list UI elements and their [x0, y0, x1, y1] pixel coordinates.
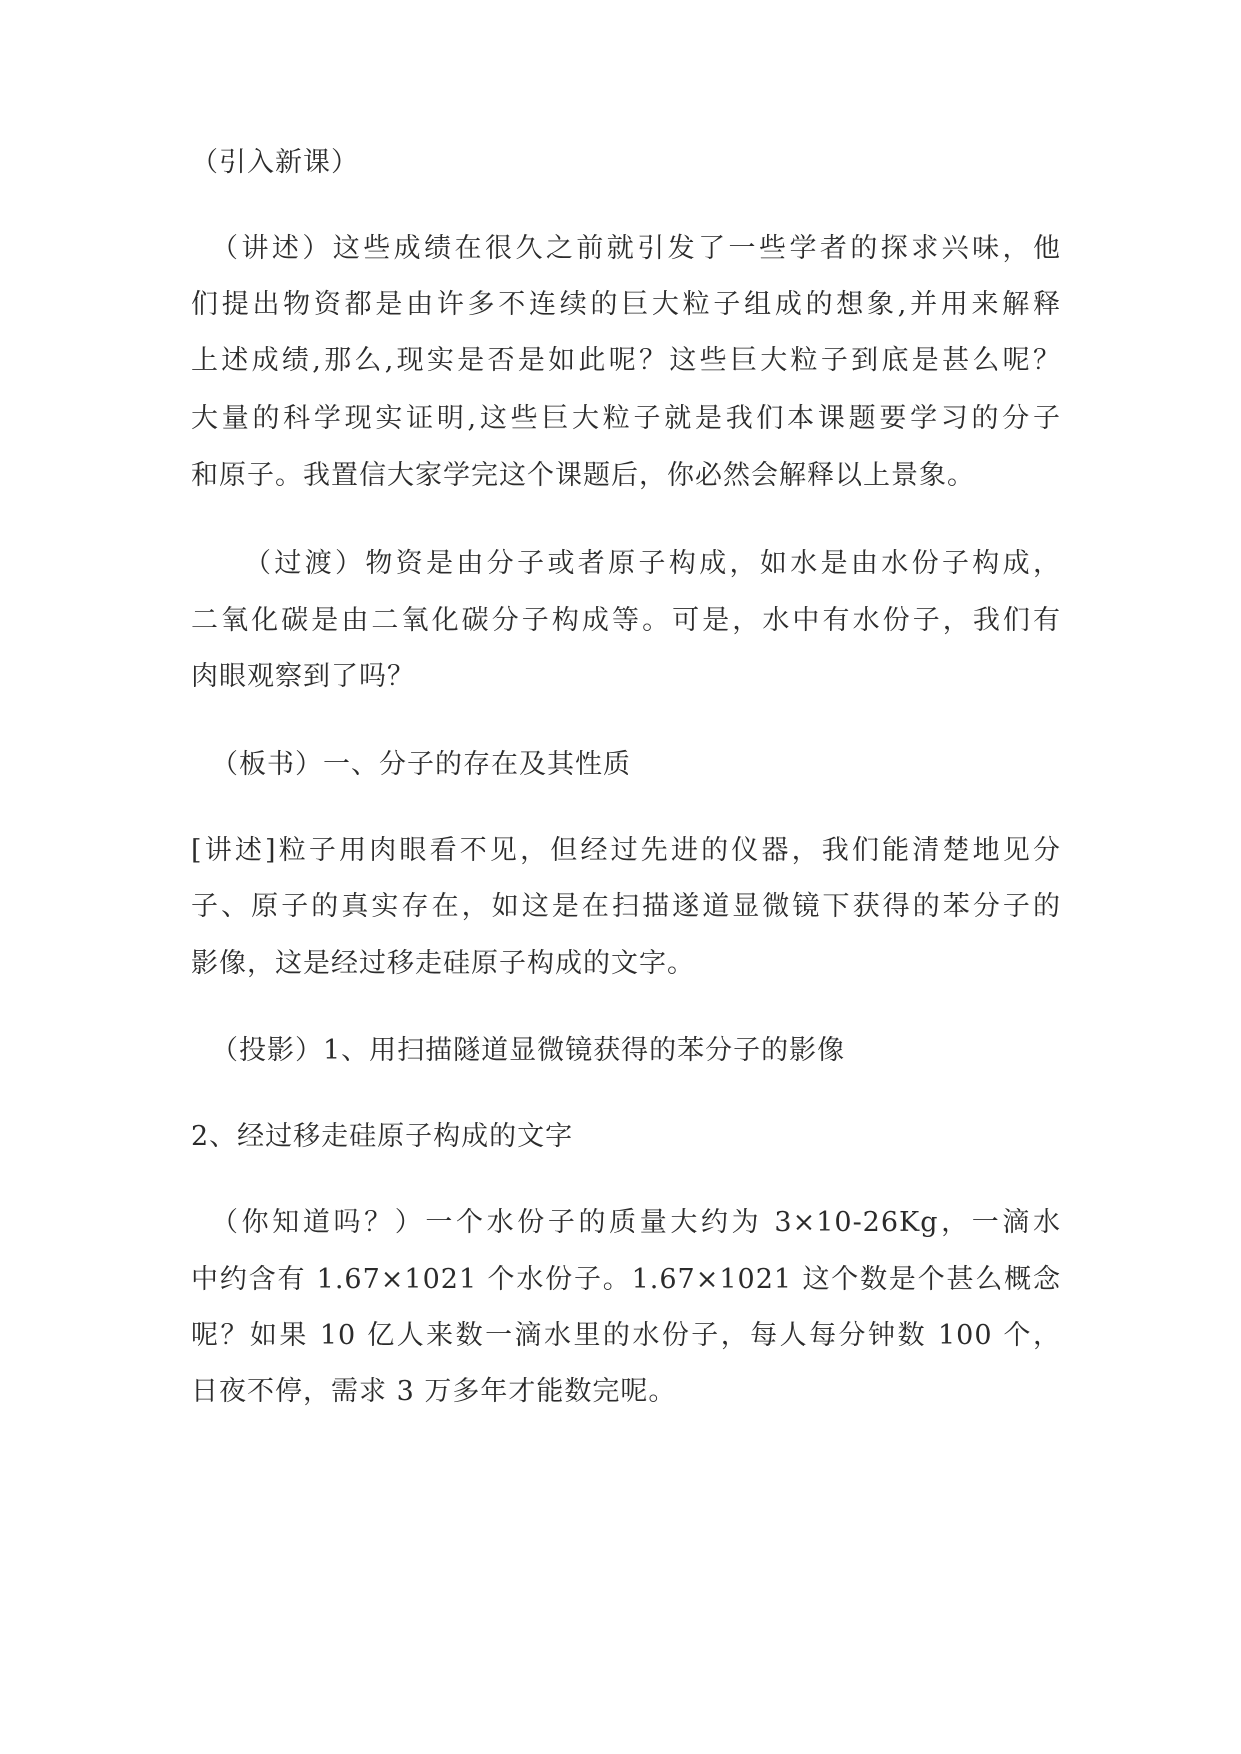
paragraph-line: 呢？如果 10 亿人来数一滴水里的水份子，每人每分钟数 100 个，	[191, 1320, 1061, 1351]
paragraph-line: 肉眼观察到了吗？	[191, 661, 415, 692]
paragraph-line: [讲述]粒子用肉眼看不见，但经过先进的仪器，我们能清楚地见分	[191, 835, 1061, 866]
paragraph-line: 子、原子的真实存在，如这是在扫描遂道显微镜下获得的苯分子的	[191, 891, 1061, 922]
intro-heading: （引入新课）	[191, 147, 359, 178]
paragraph-line: 影像，这是经过移走硅原子构成的文字。	[191, 948, 695, 979]
section-heading: （板书）一、分子的存在及其性质	[211, 749, 631, 780]
paragraph-line: （讲述）这些成绩在很久之前就引发了一些学者的探求兴味，他	[211, 233, 1061, 264]
projection-line: 2、经过移走硅原子构成的文字	[191, 1121, 574, 1152]
paragraph-line: 二氧化碳是由二氧化碳分子构成等。可是，水中有水份子，我们有	[191, 605, 1061, 636]
paragraph-line: 和原子。我置信大家学完这个课题后，你必然会解释以上景象。	[191, 460, 975, 491]
paragraph-line: 中约含有 1.67×1021 个水份子。1.67×1021 这个数是个甚么概念	[191, 1264, 1061, 1295]
paragraph-line: 大量的科学现实证明,这些巨大粒子就是我们本课题要学习的分子	[191, 403, 1061, 434]
paragraph-line: 上述成绩,那么,现实是否是如此呢？这些巨大粒子到底是甚么呢？	[191, 345, 1061, 376]
projection-line: （投影）1、用扫描隧道显微镜获得的苯分子的影像	[211, 1035, 846, 1066]
paragraph-line: 们提出物资都是由许多不连续的巨大粒子组成的想象,并用来解释	[191, 289, 1061, 320]
paragraph-line: （过渡）物资是由分子或者原子构成，如水是由水份子构成，	[244, 548, 1061, 579]
paragraph-line: 日夜不停，需求 3 万多年才能数完呢。	[191, 1376, 677, 1407]
paragraph-line: （你知道吗？）一个水份子的质量大约为 3×10-26Kg，一滴水	[211, 1207, 1061, 1238]
